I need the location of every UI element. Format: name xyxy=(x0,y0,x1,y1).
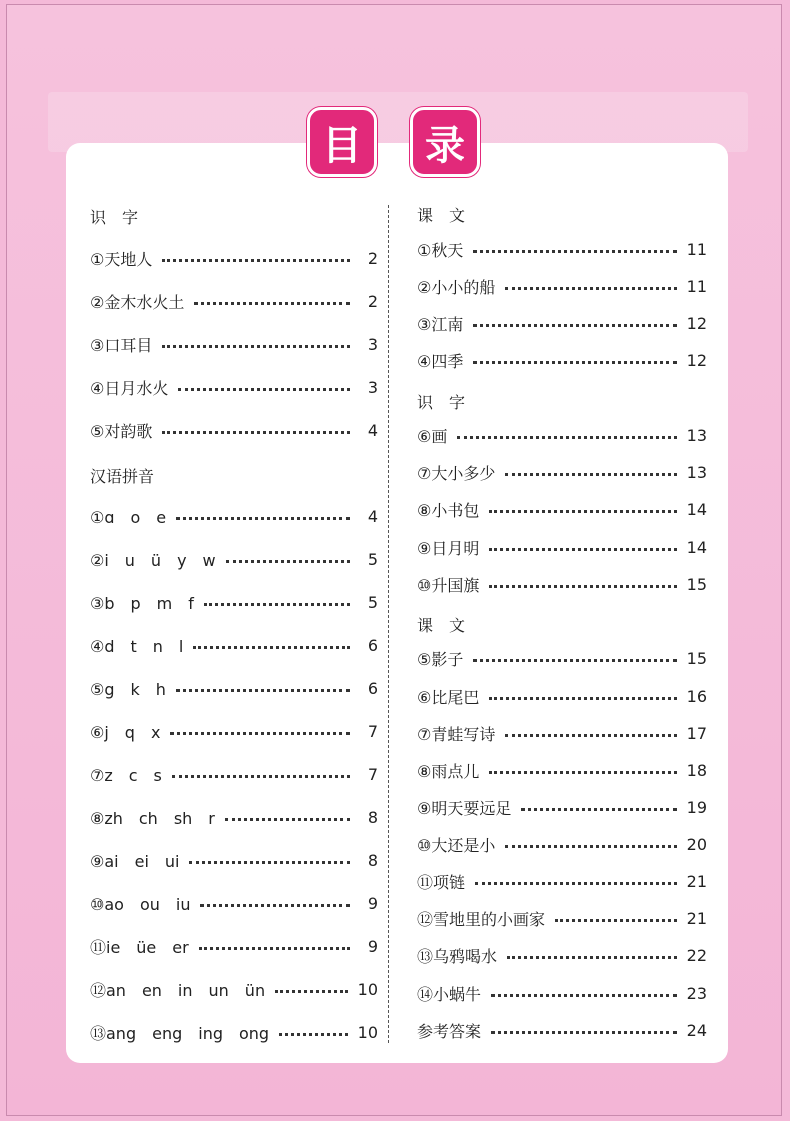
toc-page: 15 xyxy=(686,648,707,668)
leader-dots xyxy=(505,734,676,737)
toc-page: 10 xyxy=(357,979,378,999)
toc-page: 21 xyxy=(686,871,707,891)
toc-item[interactable] xyxy=(90,331,378,357)
leader-dots xyxy=(489,697,676,700)
toc-item[interactable] xyxy=(417,942,707,968)
toc-label: ②金木水火土 xyxy=(90,292,185,312)
leader-dots xyxy=(489,510,676,513)
toc-label: ⑫雪地里的小画家 xyxy=(417,909,546,929)
leader-dots xyxy=(226,560,350,563)
toc-page: 21 xyxy=(686,908,707,928)
leader-dots xyxy=(162,431,350,434)
toc-label: ⑨日月明 xyxy=(417,538,480,558)
toc-page: 3 xyxy=(367,377,378,397)
toc-label: ④四季 xyxy=(417,351,464,371)
toc-page: 14 xyxy=(686,537,707,557)
toc-item-answers[interactable] xyxy=(417,1017,707,1043)
toc-label: ④d t n l xyxy=(90,636,184,656)
toc-item[interactable] xyxy=(417,496,707,522)
toc-label: ⑧雨点儿 xyxy=(417,761,480,781)
leader-dots xyxy=(475,882,677,885)
toc-page: 12 xyxy=(686,313,707,333)
toc-page: 14 xyxy=(686,499,707,519)
toc-item[interactable] xyxy=(90,288,378,314)
section-heading-shizi: 识 字 xyxy=(417,393,466,412)
leader-dots xyxy=(172,775,350,778)
leader-dots xyxy=(505,845,676,848)
toc-item[interactable] xyxy=(417,645,707,671)
leader-dots xyxy=(473,659,676,662)
toc-label: ⑦青蛙写诗 xyxy=(417,724,496,744)
toc-page: 6 xyxy=(367,678,378,698)
leader-dots xyxy=(275,990,348,993)
leader-dots xyxy=(176,689,350,692)
toc-label: ⑫an en in un ün xyxy=(90,980,266,1000)
title-char-lu: 录 xyxy=(410,107,480,177)
toc-page: 9 xyxy=(367,893,378,913)
toc-label: ③口耳目 xyxy=(90,335,153,355)
toc-page: 9 xyxy=(367,936,378,956)
toc-label: ⑬乌鸦喝水 xyxy=(417,946,498,966)
toc-page: 11 xyxy=(686,239,707,259)
toc-label: ⑦z c s xyxy=(90,765,162,785)
toc-item[interactable] xyxy=(417,905,707,931)
toc-label: ⑩升国旗 xyxy=(417,575,480,595)
leader-dots xyxy=(457,436,676,439)
toc-label: ⑥j q x xyxy=(90,722,161,742)
toc-label: ⑤对韵歌 xyxy=(90,421,153,441)
toc-item[interactable] xyxy=(90,718,378,744)
toc-page: 8 xyxy=(367,850,378,870)
section-heading-shizi: 识 字 xyxy=(90,208,139,227)
toc-item[interactable] xyxy=(90,976,378,1002)
toc-page: 7 xyxy=(367,764,378,784)
leader-dots xyxy=(491,994,677,997)
toc-item[interactable] xyxy=(90,374,378,400)
leader-dots xyxy=(193,646,350,649)
toc-label: ⑩大还是小 xyxy=(417,835,496,855)
leader-dots xyxy=(505,473,676,476)
toc-item[interactable] xyxy=(417,757,707,783)
toc-label: ⑤g k h xyxy=(90,679,166,699)
toc-label: ⑬ang eng ing ong xyxy=(90,1023,270,1043)
toc-item[interactable] xyxy=(90,847,378,873)
toc-item[interactable] xyxy=(417,347,707,373)
leader-dots xyxy=(489,548,676,551)
toc-label: ⑨ai ei ui xyxy=(90,851,180,871)
toc-item[interactable] xyxy=(90,546,378,572)
toc-item[interactable] xyxy=(417,571,707,597)
toc-page: 18 xyxy=(686,760,707,780)
toc-item[interactable] xyxy=(90,417,378,443)
toc-label: ⑪项链 xyxy=(417,872,466,892)
toc-label: ③b p m f xyxy=(90,593,194,613)
column-divider xyxy=(388,205,389,1043)
toc-item[interactable] xyxy=(90,890,378,916)
toc-page: 12 xyxy=(686,350,707,370)
leader-dots xyxy=(170,732,350,735)
toc-label: ⑥比尾巴 xyxy=(417,687,480,707)
toc-label: ⑨明天要远足 xyxy=(417,798,512,818)
toc-page: 17 xyxy=(686,723,707,743)
toc-label: 参考答案 xyxy=(417,1021,482,1041)
toc-page: 22 xyxy=(686,945,707,965)
toc-item[interactable] xyxy=(417,683,707,709)
toc-page: 10 xyxy=(357,1022,378,1042)
toc-item[interactable] xyxy=(417,794,707,820)
toc-page: 16 xyxy=(686,686,707,706)
leader-dots xyxy=(162,345,350,348)
toc-item[interactable] xyxy=(417,868,707,894)
toc-item[interactable] xyxy=(90,245,378,271)
toc-label: ⑭小蜗牛 xyxy=(417,984,482,1004)
leader-dots xyxy=(200,904,350,907)
toc-label: ④日月水火 xyxy=(90,378,169,398)
toc-page: 23 xyxy=(686,983,707,1003)
toc-label: ⑪ie üe er xyxy=(90,937,189,957)
section-heading-pinyin: 汉语拼音 xyxy=(90,467,155,486)
leader-dots xyxy=(507,956,677,959)
toc-page: 6 xyxy=(367,635,378,655)
toc-item[interactable] xyxy=(417,720,707,746)
leader-dots xyxy=(178,388,350,391)
leader-dots xyxy=(279,1033,348,1036)
toc-label: ⑧小书包 xyxy=(417,500,480,520)
toc-item[interactable] xyxy=(417,831,707,857)
toc-page: 13 xyxy=(686,425,707,445)
toc-label: ③江南 xyxy=(417,314,464,334)
toc-page: 2 xyxy=(367,248,378,268)
toc-page: 13 xyxy=(686,462,707,482)
leader-dots xyxy=(489,585,676,588)
toc-item[interactable] xyxy=(90,761,378,787)
toc-item[interactable] xyxy=(417,980,707,1006)
section-heading-kewen: 课 文 xyxy=(417,206,466,225)
toc-page: 15 xyxy=(686,574,707,594)
toc-label: ⑩ao ou iu xyxy=(90,894,191,914)
leader-dots xyxy=(473,361,676,364)
toc-page: 5 xyxy=(367,592,378,612)
toc-item[interactable] xyxy=(417,236,707,262)
toc-page: 4 xyxy=(367,420,378,440)
toc-page: 7 xyxy=(367,721,378,741)
toc-item[interactable] xyxy=(90,589,378,615)
toc-item[interactable] xyxy=(90,1019,378,1045)
title-char-mu: 目 xyxy=(307,107,377,177)
toc-item[interactable] xyxy=(90,675,378,701)
toc-item[interactable] xyxy=(90,632,378,658)
toc-page: 3 xyxy=(367,334,378,354)
leader-dots xyxy=(505,287,676,290)
section-heading-kewen: 课 文 xyxy=(417,616,466,635)
toc-page: 19 xyxy=(686,797,707,817)
leader-dots xyxy=(473,324,676,327)
toc-label: ①ɑ o e xyxy=(90,507,167,527)
leader-dots xyxy=(199,947,350,950)
toc-item[interactable] xyxy=(417,273,707,299)
toc-label: ②i u ü y w xyxy=(90,550,216,570)
leader-dots xyxy=(555,919,677,922)
leader-dots xyxy=(491,1031,677,1034)
toc-item[interactable] xyxy=(90,804,378,830)
toc-page: 11 xyxy=(686,276,707,296)
toc-item[interactable] xyxy=(90,503,378,529)
toc-page: 2 xyxy=(367,291,378,311)
toc-label: ⑥画 xyxy=(417,426,448,446)
toc-label: ⑧zh ch sh r xyxy=(90,808,215,828)
toc-label: ①秋天 xyxy=(417,240,464,260)
toc-label: ⑤影子 xyxy=(417,649,464,669)
toc-item[interactable] xyxy=(417,422,707,448)
leader-dots xyxy=(176,517,350,520)
toc-page: 24 xyxy=(686,1020,707,1040)
leader-dots xyxy=(189,861,350,864)
toc-item[interactable] xyxy=(417,534,707,560)
toc-page: 5 xyxy=(367,549,378,569)
toc-label: ②小小的船 xyxy=(417,277,496,297)
toc-page: 8 xyxy=(367,807,378,827)
leader-dots xyxy=(194,302,350,305)
toc-item[interactable] xyxy=(417,459,707,485)
leader-dots xyxy=(489,771,676,774)
toc-label: ①天地人 xyxy=(90,249,153,269)
toc-item[interactable] xyxy=(417,310,707,336)
toc-item[interactable] xyxy=(90,933,378,959)
leader-dots xyxy=(162,259,350,262)
leader-dots xyxy=(204,603,350,606)
leader-dots xyxy=(225,818,350,821)
toc-page: 20 xyxy=(686,834,707,854)
leader-dots xyxy=(473,250,676,253)
toc-label: ⑦大小多少 xyxy=(417,463,496,483)
toc-page: 4 xyxy=(367,506,378,526)
leader-dots xyxy=(521,808,676,811)
